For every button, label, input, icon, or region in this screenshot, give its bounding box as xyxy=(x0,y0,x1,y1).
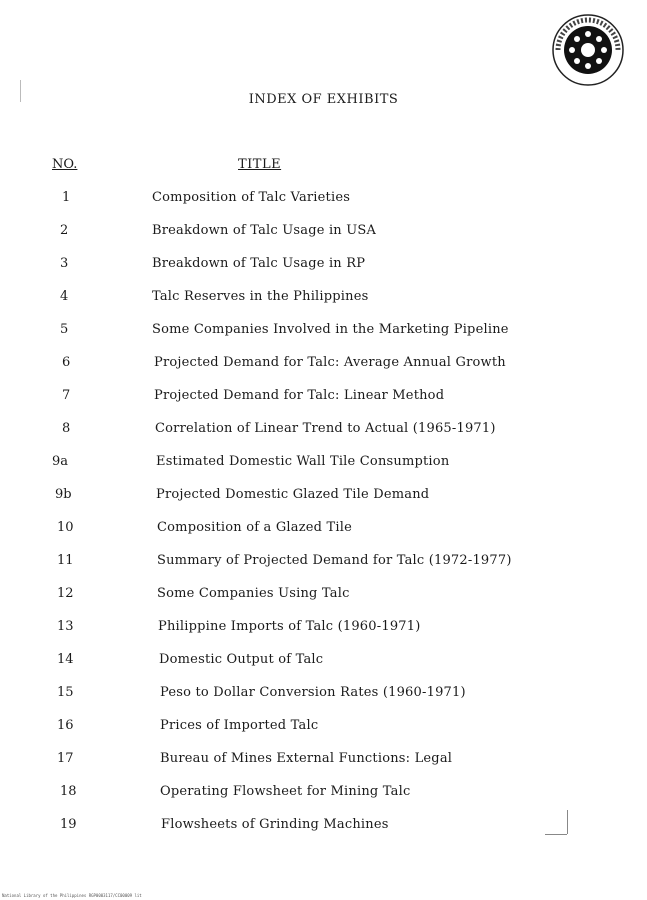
exhibit-number: 7 xyxy=(62,388,71,403)
exhibit-row xyxy=(0,454,647,474)
exhibit-title: Summary of Projected Demand for Talc (1972-1977) xyxy=(157,553,512,568)
exhibit-title: Composition of Talc Varieties xyxy=(152,190,351,205)
exhibit-number: 9a xyxy=(52,454,69,469)
exhibit-title: Some Companies Involved in the Marketing Pipeline xyxy=(152,322,509,337)
exhibit-row xyxy=(0,685,647,705)
exhibit-row xyxy=(0,289,647,309)
exhibit-title: Projected Demand for Talc: Average Annual Growth xyxy=(154,355,506,370)
exhibit-number: 13 xyxy=(57,619,74,634)
exhibit-title: Breakdown of Talc Usage in USA xyxy=(152,223,377,238)
exhibit-number: 16 xyxy=(57,718,74,733)
exhibit-number: 15 xyxy=(57,685,74,700)
exhibit-number: 11 xyxy=(57,553,74,568)
scan-footer: National Library of the Philippines RGP0003117/CC00009 lit xyxy=(2,893,142,898)
exhibit-row xyxy=(0,421,647,441)
institute-seal xyxy=(550,12,626,88)
exhibit-number: 14 xyxy=(57,652,74,667)
exhibit-number: 9b xyxy=(55,487,72,502)
exhibit-number: 18 xyxy=(60,784,77,799)
exhibit-row xyxy=(0,619,647,639)
exhibit-number: 2 xyxy=(60,223,69,238)
exhibit-title: Domestic Output of Talc xyxy=(159,652,324,667)
exhibit-title: Projected Demand for Talc: Linear Method xyxy=(154,388,445,403)
exhibit-number: 12 xyxy=(57,586,74,601)
column-header-title: TITLE xyxy=(238,157,282,172)
exhibit-row xyxy=(0,322,647,342)
exhibit-title: Philippine Imports of Talc (1960-1971) xyxy=(158,619,421,634)
exhibit-title: Talc Reserves in the Philippines xyxy=(152,289,369,304)
page-title: INDEX OF EXHIBITS xyxy=(248,92,399,107)
exhibit-title: Correlation of Linear Trend to Actual (1965-1971) xyxy=(155,421,496,436)
exhibit-number: 5 xyxy=(60,322,69,337)
exhibit-title: Estimated Domestic Wall Tile Consumption xyxy=(156,454,450,469)
exhibit-title: Bureau of Mines External Functions: Legal xyxy=(160,751,453,766)
exhibit-title: Composition of a Glazed Tile xyxy=(157,520,353,535)
margin-mark xyxy=(545,834,567,835)
exhibit-number: 1 xyxy=(62,190,71,205)
exhibit-row xyxy=(0,487,647,507)
margin-mark xyxy=(567,810,568,834)
exhibit-number: 17 xyxy=(57,751,74,766)
exhibit-row xyxy=(0,751,647,771)
exhibit-row xyxy=(0,652,647,672)
exhibit-row xyxy=(0,190,647,210)
exhibit-number: 6 xyxy=(62,355,71,370)
exhibit-row xyxy=(0,586,647,606)
exhibit-title: Flowsheets of Grinding Machines xyxy=(161,817,389,832)
exhibit-number: 19 xyxy=(60,817,77,832)
exhibit-row xyxy=(0,256,647,276)
margin-mark xyxy=(20,80,21,102)
exhibit-title: Breakdown of Talc Usage in RP xyxy=(152,256,366,271)
exhibit-row xyxy=(0,355,647,375)
exhibit-row xyxy=(0,520,647,540)
exhibit-title: Peso to Dollar Conversion Rates (1960-1971) xyxy=(160,685,466,700)
exhibit-title: Some Companies Using Talc xyxy=(157,586,350,601)
exhibit-row xyxy=(0,718,647,738)
exhibit-number: 10 xyxy=(57,520,74,535)
column-header-no: NO. xyxy=(52,157,78,172)
exhibit-row xyxy=(0,223,647,243)
exhibit-title: Operating Flowsheet for Mining Talc xyxy=(160,784,411,799)
exhibit-title: Prices of Imported Talc xyxy=(160,718,319,733)
exhibit-title: Projected Domestic Glazed Tile Demand xyxy=(156,487,430,502)
exhibit-row xyxy=(0,553,647,573)
exhibit-number: 3 xyxy=(60,256,69,271)
exhibit-number: 4 xyxy=(60,289,69,304)
exhibit-row xyxy=(0,784,647,804)
exhibit-row xyxy=(0,388,647,408)
exhibit-number: 8 xyxy=(62,421,71,436)
